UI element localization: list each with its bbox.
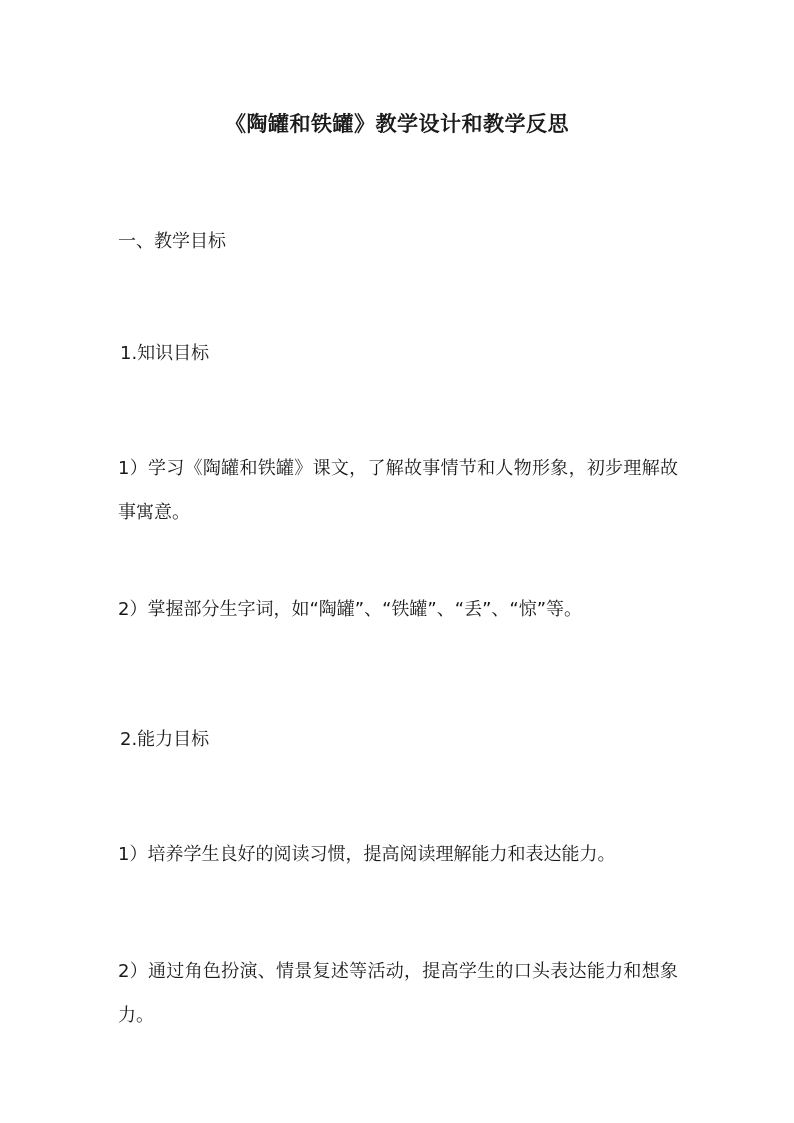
- document-title: 《陶罐和铁罐》教学设计和教学反思: [225, 112, 569, 136]
- paragraph-knowledge-item-1: 1）学习《陶罐和铁罐》课文，了解故事情节和人物形象，初步理解故事寓意。: [118, 458, 678, 523]
- paragraph-knowledge-item-2: 2）掌握部分生字词，如“陶罐”、“铁罐”、“丢”、“惊”等。: [118, 599, 583, 620]
- paragraph-ability-item-2: 2）通过角色扮演、情景复述等活动，提高学生的口头表达能力和想象力。: [118, 961, 678, 1026]
- paragraph-ability-item-1: 1）培养学生良好的阅读习惯，提高阅读理解能力和表达能力。: [118, 844, 616, 865]
- section-heading-objectives: 一、教学目标: [118, 231, 226, 252]
- subheading-ability-goals: 2.能力目标: [120, 729, 210, 750]
- subheading-knowledge-goals: 1.知识目标: [120, 343, 210, 364]
